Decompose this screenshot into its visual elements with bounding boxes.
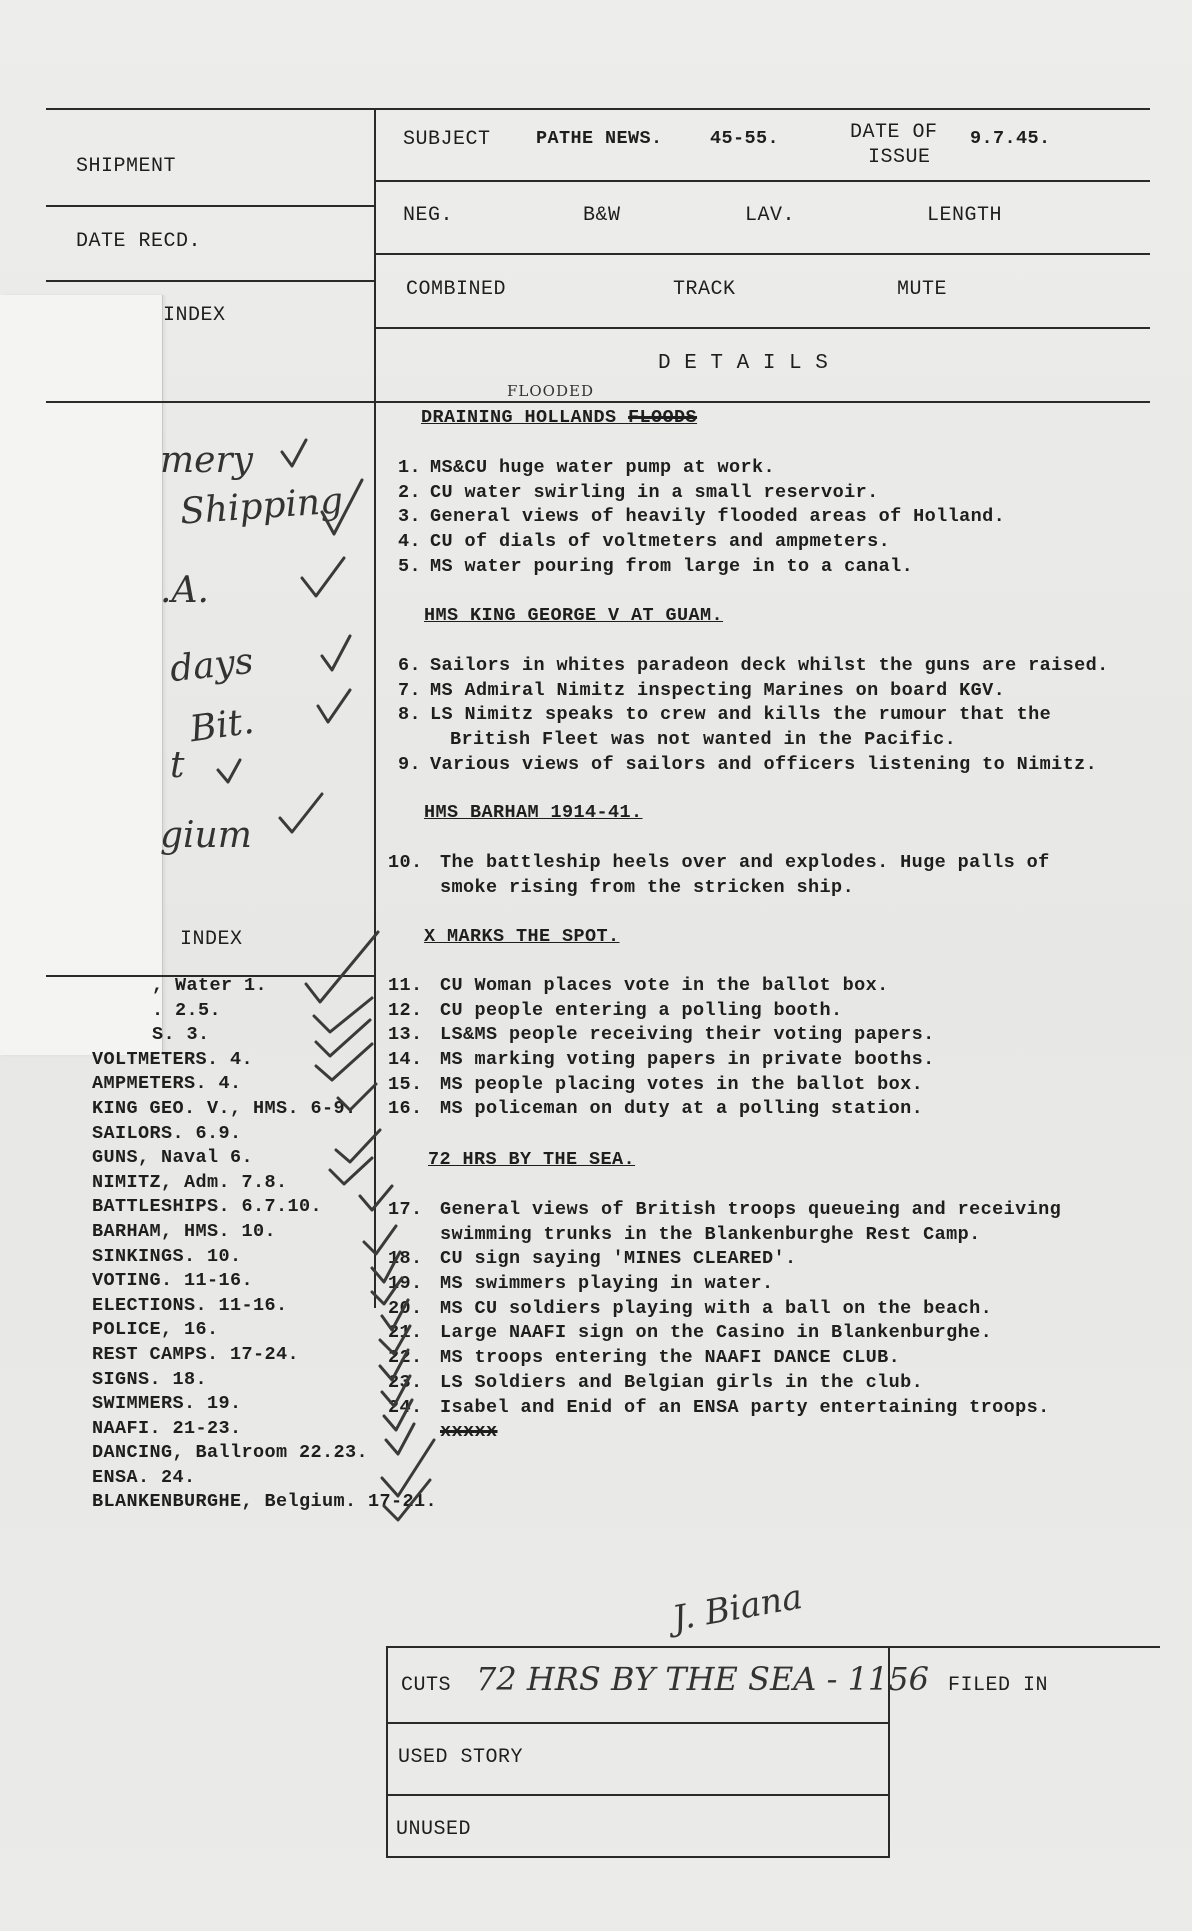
index-entry: GUNS, Naval 6. [92,1147,254,1169]
check-mark-icon [302,558,344,596]
index-entry: SINKINGS. 10. [92,1245,242,1267]
list-item: smoke rising from the stricken ship. [440,876,855,898]
margin-note-5: Bit. [187,700,257,751]
cuts-label: CUTS [401,1674,452,1697]
index-entry: ENSA. 24. [92,1466,196,1488]
margin-note-6: t [170,745,185,786]
check-mark-icon [380,1326,410,1354]
date-of-issue-label-2: ISSUE [868,146,931,169]
bw-label: B&W [583,204,621,227]
list-item: 21. Large NAAFI sign on the Casino in Blankenburghe. [388,1322,993,1344]
list-item: 10. The battleship heels over and explodes. Huge palls of [388,852,1050,873]
list-item: 7. MS Admiral Nimitz inspecting Marines on board KGV. [398,679,1006,701]
list-item: 17. General views of British troops queueing and receiving [388,1199,1062,1220]
combined-label: COMBINED [406,278,507,301]
list-item: 23. LS Soldiers and Belgian girls in the club. [388,1371,924,1393]
index-entry: ELECTIONS. 11-16. [92,1294,288,1316]
neg-label: NEG. [403,204,454,227]
footer-left-border [386,1646,388,1858]
list-item: 6. Sailors in whites paradeon deck whilst the guns are raised. [398,655,1109,676]
story-title-kgv: HMS KING GEORGE V AT GUAM. [424,605,724,626]
mute-label: MUTE [897,278,948,301]
check-mark-icon [382,1300,408,1330]
index-entry: VOLTMETERS. 4. [92,1048,254,1070]
subject-value: PATHE NEWS. [536,128,663,149]
list-item: 9. Various views of sailors and officers listening to Nimitz. [398,753,1098,775]
index-entry: REST CAMPS. 17-24. [92,1343,300,1365]
story-title-barham: HMS BARHAM 1914-41. [424,802,643,823]
check-mark-icon [382,1376,410,1406]
index-entry: SIGNS. 18. [92,1368,208,1390]
rule-unused [386,1856,890,1858]
index-label-top: INDEX [163,304,226,327]
index-entry: POLICE, 16. [92,1319,219,1341]
check-mark-icon [322,480,362,534]
story-title-72-hrs: 72 HRS BY THE SEA. [428,1149,636,1170]
index-entry: DANCING, Ballroom 22.23. [92,1442,369,1464]
index-entry: BATTLESHIPS. 6.7.10. [92,1196,323,1218]
shipment-label: SHIPMENT [76,155,177,178]
check-mark-icon [282,440,306,466]
date-recd-label: DATE RECD. [76,230,202,253]
index-entry: NIMITZ, Adm. 7.8. [92,1171,288,1193]
check-mark-icon [336,1130,380,1162]
story-title-prefix: DRAINING HOLLANDS [421,407,617,428]
list-item: 1. MS&CU huge water pump at work. [398,457,776,478]
check-mark-icon [372,1252,400,1282]
list-item: British Fleet was not wanted in the Pacific. [450,729,957,751]
margin-note-1: mery [160,440,253,481]
check-mark-icon [218,760,240,782]
list-item: 11. CU Woman places vote in the ballot box. [388,975,889,996]
list-item: 14. MS marking voting papers in private booths. [388,1049,935,1071]
list-item: xxxxx [440,1421,498,1443]
lav-label: LAV. [745,204,796,227]
index-entry: KING GEO. V., HMS. 6-9. [92,1097,357,1119]
list-item: 16. MS policeman on duty at a polling station. [388,1098,924,1120]
index-entry: . 2.5. [152,999,222,1021]
list-item: 3. General views of heavily flooded areas of Holland. [398,506,1006,528]
list-item: 24. Isabel and Enid of an ENSA party entertaining troops. [388,1396,1050,1418]
list-item: 5. MS water pouring from large in to a canal. [398,555,914,577]
check-mark-icon [280,794,322,832]
check-mark-icon [386,1424,414,1454]
story-title-struck: FLOODS [628,407,698,428]
margin-note-3: .A. [160,570,209,611]
check-mark-icon [382,1440,434,1496]
rule-used-story [386,1794,890,1796]
index-entry: , Water 1. [152,975,268,996]
date-of-issue-label-1: DATE OF [850,121,938,144]
check-mark-icon [322,636,350,670]
list-item: 8. LS Nimitz speaks to crew and kills the rumour that the [398,704,1052,726]
list-item: 12. CU people entering a polling booth. [388,999,843,1021]
list-item: 4. CU of dials of voltmeters and ampmeters. [398,531,891,553]
details-heading: D E T A I L S [658,352,829,375]
list-item: 22. MS troops entering the NAAFI DANCE CLUB. [388,1347,901,1369]
list-item: 19. MS swimmers playing in water. [388,1273,774,1295]
check-mark-icon [360,1186,392,1210]
check-mark-icon [318,690,350,722]
index-entry: BARHAM, HMS. 10. [92,1220,277,1242]
date-of-issue-value: 9.7.45. [970,128,1051,149]
handwritten-signature: J. Biana [669,1576,806,1640]
index-entry: S. 3. [152,1024,210,1046]
handwritten-cuts-note: 72 HRS BY THE SEA - 1156 [476,1660,929,1698]
track-label: TRACK [673,278,736,301]
margin-note-7: gium [160,815,252,856]
check-mark-icon [372,1278,402,1304]
length-label: LENGTH [927,204,1003,227]
margin-note-4: days [168,640,256,691]
unused-label: UNUSED [396,1818,472,1841]
list-item: 15. MS people placing votes in the ballot box. [388,1073,924,1095]
handwritten-flooded: FLOODED [507,382,594,400]
filed-in-label: FILED IN [948,1674,1049,1697]
list-item: 2. CU water swirling in a small reservoir. [398,481,879,503]
index-entry: VOTING. 11-16. [92,1270,254,1292]
check-mark-icon [384,1400,412,1430]
index-label-bottom: INDEX [180,928,243,951]
subject-number: 45-55. [710,128,780,149]
list-item: swimming trunks in the Blankenburghe Rest Camp. [440,1223,981,1245]
index-entry: SWIMMERS. 19. [92,1393,242,1415]
index-entry: AMPMETERS. 4. [92,1073,242,1095]
list-item: 20. MS CU soldiers playing with a ball on the beach. [388,1297,993,1319]
used-story-label: USED STORY [398,1746,524,1769]
margin-note-2: Shipping [178,480,345,533]
check-mark-icon [364,1226,396,1254]
list-item: 13. LS&MS people receiving their voting papers. [388,1024,935,1046]
check-mark-icon [338,1084,376,1110]
rule-cuts [386,1722,890,1724]
rule-footer-top [386,1646,1160,1648]
index-entry: BLANKENBURGHE, Belgium. 17-21. [92,1491,438,1513]
story-title-x-marks: X MARKS THE SPOT. [424,926,620,947]
list-item: 18. CU sign saying 'MINES CLEARED'. [388,1248,797,1270]
subject-label: SUBJECT [403,128,491,151]
index-entry: SAILORS. 6.9. [92,1122,242,1144]
index-entry: NAAFI. 21-23. [92,1417,242,1439]
check-mark-icon [306,932,378,1002]
